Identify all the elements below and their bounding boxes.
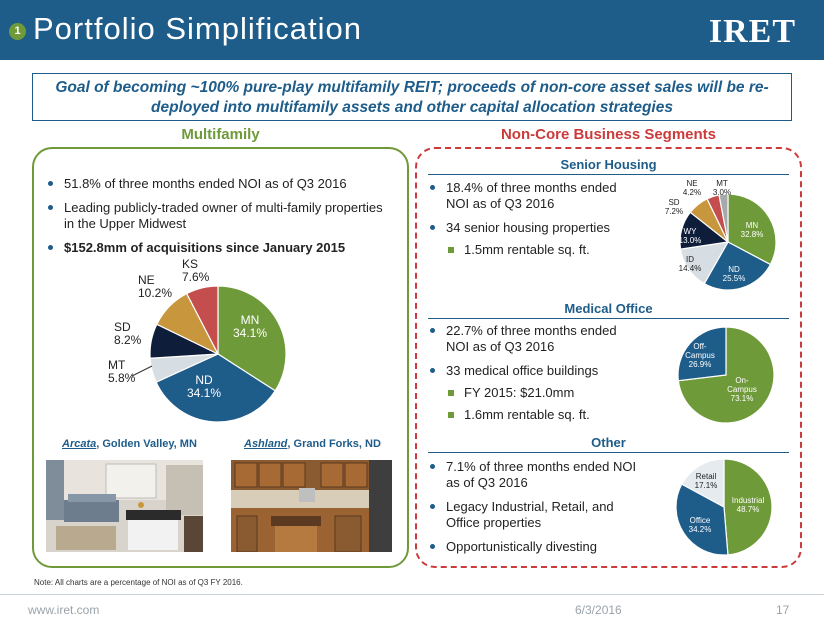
header-bar: [0, 0, 824, 60]
photo-caption-name: Ashland: [244, 438, 288, 450]
pie-category-label: On-: [735, 376, 749, 385]
list-item: 18.4% of three months ended NOI as of Q3 2016: [428, 180, 638, 212]
pie-value-label: 3.0%: [712, 188, 732, 197]
pie-category-label: ND: [728, 265, 740, 274]
pie-value-label: 34.1%: [232, 326, 268, 340]
pie-category-label: NE: [686, 179, 698, 188]
slide-number-badge: 1: [9, 23, 26, 40]
noncore-heading: Non-Core Business Segments: [500, 126, 717, 143]
pie-value-label: 73.1%: [730, 394, 754, 403]
list-item: 1.5mm rentable sq. ft.: [428, 242, 638, 258]
footer-page-number: 17: [776, 603, 790, 617]
pie-value-label: 7.2%: [664, 207, 684, 216]
page-title: Portfolio Simplification: [33, 11, 362, 46]
pie-label-ks: [182, 258, 210, 284]
photo-caption-ashland: [244, 438, 381, 450]
pie-label-retail: [695, 472, 718, 490]
other-title: Other: [428, 435, 789, 453]
multifamily-bullets: [46, 176, 396, 264]
list-item: 22.7% of three months ended NOI as of Q3 2016: [428, 323, 638, 355]
photo-caption-name: Arcata: [62, 438, 97, 450]
pie-category-label: WY: [683, 227, 697, 236]
pie-label-ne: [683, 179, 701, 197]
pie-value-label: 10.2%: [138, 286, 173, 300]
pie-category-label: Off-: [693, 342, 707, 351]
pie-value-label: 26.9%: [688, 360, 712, 369]
pie-value-label: 14.4%: [678, 264, 702, 273]
multifamily-heading: Multifamily: [181, 126, 260, 143]
footer-date: 6/3/2016: [575, 603, 622, 617]
photo-caption-location: , Grand Forks, ND: [287, 438, 381, 450]
other-bullets: [428, 459, 643, 563]
list-item: Opportunistically divesting: [428, 539, 643, 555]
footer-url[interactable]: www.iret.com: [28, 603, 100, 617]
pie-label-office: [689, 516, 712, 534]
senior-housing-title: Senior Housing: [428, 157, 789, 175]
pie-value-label: 48.7%: [736, 505, 760, 514]
pie-category-label: Office: [689, 516, 711, 525]
ashland-kitchen-photo: [231, 460, 392, 552]
footer-divider: [0, 594, 824, 595]
photo-caption-location: , Golden Valley, MN: [96, 438, 197, 450]
pie-category-label: ID: [686, 255, 694, 264]
pie-value-label: 32.8%: [740, 230, 764, 239]
list-item: 1.6mm rentable sq. ft.: [428, 407, 638, 423]
pie-value-label: 5.8%: [108, 371, 136, 385]
pie-value-label: 34.2%: [688, 525, 712, 534]
medical-office-bullets: [428, 323, 638, 431]
pie-category-label: Industrial: [731, 496, 765, 505]
arcata-interior-photo: [46, 460, 203, 552]
list-item: $152.8mm of acquisitions since January 2015: [46, 240, 396, 256]
pie-label-sd: [114, 320, 142, 347]
pie-value-label: 7.6%: [182, 270, 210, 284]
other-pie-chart: [668, 455, 778, 559]
pie-value-label: 8.2%: [114, 333, 142, 347]
pie-category-label: MN: [240, 313, 260, 327]
list-item: 33 medical office buildings: [428, 363, 638, 379]
list-item: Leading publicly-traded owner of multi-family properties in the Upper Midwest: [46, 200, 396, 232]
list-item: FY 2015: $21.0mm: [428, 385, 638, 401]
list-item: 7.1% of three months ended NOI as of Q3 2016: [428, 459, 643, 491]
pie-label-sd: [665, 198, 683, 216]
pie-value-label: 13.0%: [678, 236, 702, 245]
pie-value-label: 17.1%: [694, 481, 718, 490]
medical-office-title: Medical Office: [428, 301, 789, 319]
pie-category-label: SD: [668, 198, 680, 207]
pie-label-ne: [138, 273, 172, 300]
pie-category-label: MT: [716, 179, 728, 188]
pie-value-label: 4.2%: [682, 188, 702, 197]
chart-note: Note: All charts are a percentage of NOI as of Q3 FY 2016.: [34, 578, 243, 587]
senior-housing-bullets: [428, 180, 638, 266]
list-item: 51.8% of three months ended NOI as of Q3 2016: [46, 176, 396, 192]
list-item: 34 senior housing properties: [428, 220, 638, 236]
company-logo: IRET: [708, 13, 796, 50]
pie-label-mt: [108, 358, 136, 385]
pie-category-label: MN: [745, 221, 759, 230]
pie-category-label: NE: [138, 273, 155, 287]
pie-label-mt: [713, 179, 731, 197]
pie-category-label: KS: [182, 258, 199, 271]
pie-category-label: Campus: [727, 385, 757, 394]
medical-office-pie-chart: [670, 323, 780, 427]
list-item: Legacy Industrial, Retail, and Office properties: [428, 499, 643, 531]
pie-category-label: SD: [114, 320, 131, 334]
pie-category-label: Campus: [685, 351, 715, 360]
senior-housing-pie-chart: [650, 176, 780, 294]
photo-caption-arcata: [62, 438, 197, 450]
pie-category-label: Retail: [695, 472, 717, 481]
goal-banner: Goal of becoming ~100% pure-play multifamily REIT; proceeds of non-core asset sales will be re-deployed into multifamily assets and other capital allocation strategies: [32, 73, 792, 121]
pie-value-label: 25.5%: [722, 274, 746, 283]
multifamily-pie-chart: [100, 258, 310, 428]
pie-category-label: ND: [195, 373, 213, 387]
pie-category-label: MT: [108, 358, 126, 372]
pie-value-label: 34.1%: [186, 386, 222, 400]
